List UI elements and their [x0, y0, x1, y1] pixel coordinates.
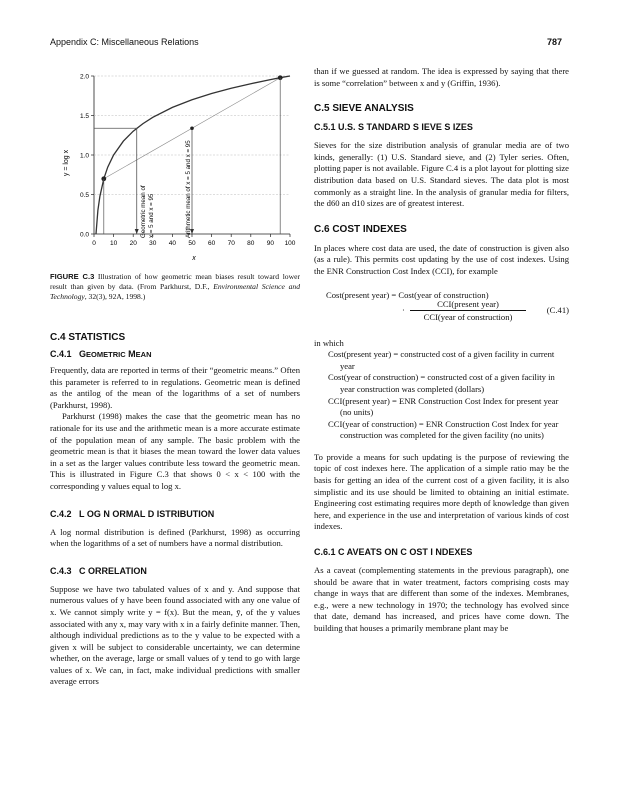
figure-caption: FIGURE C.3 Illustration of how geometric mean biases result toward lower result than given by data. (From Parkhurst, D.F., Environmental Science and Technology, 32(3), 92A, 1998.): [50, 272, 300, 301]
y-tick-label: 0.5: [79, 192, 89, 199]
equation-number: (C.41): [546, 304, 569, 315]
x-tick-label: 80: [247, 240, 255, 247]
arithmetic-mean-annotation: Arithmetic mean of x = 5 and x = 95: [185, 140, 192, 238]
y-tick-label: 2.0: [79, 73, 89, 81]
figure-c3-chart: [50, 60, 300, 260]
paragraph-log-normal: A log normal distribution is defined (Parkhurst, 1998) as occurring when the logarithms of a set of numbers have a normal distribution.: [50, 526, 300, 549]
section-c51-heading: C.5.1 U.S. S TANDARD S IEVE S IZES: [314, 122, 473, 133]
paragraph-cost-indexes-intro: In places where cost data are used, the date of construction is given also (as a rule). This permits cost updating by the use of cost indexes. Using the ENR Construction Cost Index (CCI), for example: [314, 242, 569, 276]
y-tick-label: 1.0: [79, 152, 89, 160]
section-c42-heading: C.4.2 L OG N ORMAL D ISTRIBUTION: [50, 508, 215, 519]
x-tick-label: 100: [284, 240, 296, 247]
x-tick-label: 30: [149, 240, 157, 247]
chart-marks: [94, 75, 290, 234]
running-header: Appendix C: Miscellaneous Relations: [50, 37, 199, 47]
section-c5-heading: C.5 SIEVE ANALYSIS: [314, 103, 414, 115]
paragraph-correlation-cont: than if we guessed at random. The idea is expressed by saying that there is some “correlation” between x and y (Griffin, 1936).: [314, 66, 569, 88]
y-axis-label: y = log x: [63, 149, 70, 177]
y-tick-label: 1.5: [79, 113, 89, 120]
section-c41-heading: C.4.1 GEOMETRIC MEAN: [50, 349, 152, 359]
geometric-mean-annotation-2: x = 5 and x = 95: [148, 193, 155, 238]
paragraph-sieve-sizes: Sieves for the size distribution analysis of granular media are of two kinds, generally: (1) U.S. Standard sieve, and (2) Tyler series. Often, plotting paper is not available. Figure C.4 is a plot layout for plotting size distribution data based on U.S. Standard sieves. The data plot is most commonly as a straight line. In the analysis of granular media for filters, the d60 an d10 sizes are of greatest interest.: [314, 140, 569, 209]
x-tick-label: 20: [129, 240, 137, 247]
x-tick-label: 60: [207, 240, 216, 247]
left-column: [50, 60, 300, 688]
section-c61-heading: C.6.1 C AVEATS ON C OST I NDEXES: [314, 547, 473, 558]
paragraph-caveats: As a caveat (complementing statements in the previous paragraph), one should be aware that in water treatment, factors comprising costs may change in ways that are different than some of the indexes. Membranes, e.g., were a new technology in 1970; the technology has evolved since that date, demand has increased, and prices have come down. The building that houses a primarily membrane plant may be: [314, 565, 569, 633]
x-tick-label: 90: [266, 240, 275, 247]
section-c4-heading: C.4 STATISTICS: [50, 332, 126, 343]
x-tick-label: 10: [109, 240, 118, 247]
paragraph-geometric-mean-2: Parkhurst (1998) makes the case that the geometric mean has no rationale for its use and the arithmetic mean is a more accurate estimate of the population mean of any sample. The basic problem with the geometric mean is that it biases the mean toward the lower data values in a set as the larger values contribute less toward the geometric mean. This is illustrated in Figure C.3 that shows 0 < x < 100 with the corresponding y values equal to log x.: [50, 411, 300, 491]
figure-caption-label: FIGURE C.3: [50, 272, 95, 281]
y-tick-label: 0.0: [79, 231, 89, 239]
section-c6-heading: C.6 COST INDEXES: [314, 223, 407, 235]
x-tick-label: 70: [227, 240, 235, 247]
x-axis-label: x: [192, 255, 196, 260]
x-tick-label: 0: [92, 240, 96, 247]
paragraph-cost-indexes-purpose: To provide a means for such updating is the purpose of reviewing the topic of cost indexes here. The application of a simple ratio may be the basis for getting an idea of the current cost of a given facility, it is also simplistic and its use should be limited to obtaining an initial estimate. Engineering cost estimating requires more depth of knowledge than given here, and experience in the use and interpretation of various kinds of cost indexes.: [314, 451, 569, 532]
definition-cci-construction: CCI(year of construction) = ENR Construction Cost Index for year construction was completed for the given facility (no units): [328, 418, 559, 441]
definition-cost-present: Cost(present year) = constructed cost of a given facility in current year: [328, 349, 555, 371]
section-c43-heading: C.4.3 C ORRELATION: [50, 565, 147, 576]
paragraph-geometric-mean-1: Frequently, data are reported in terms of their “geometric means.” Often this parameter is referred to in regulations. Geometric mean is defined as the antilog of the mean of the logarithms of a set of numbers (Parkhurst, 1998).: [50, 365, 300, 410]
definition-cci-present: CCI(present year) = ENR Construction Cost Index for present year (no units): [328, 395, 559, 418]
arithmetic-mean-point: [190, 126, 194, 130]
page-number: 787: [547, 37, 563, 47]
definition-cost-construction: Cost(year of construction) = constructed cost of a given facility in year construction was completed (dollars): [328, 372, 555, 394]
paragraph-correlation: Suppose we have two tabulated values of x and y. And suppose that numerous values of y have been found associated with any one value of x. We cannot simply write y = f(x). But the mean, ȳ, of the y values associated with any x, may vary with x in a fairly definite manner. Then, although individual predictions as to the y value to be expected with a given x will be subject to considerable uncertainty, we can determine whether, on the average, large or small values of y tend to go with large values of x. We can, in fact, make individual predictions with smaller average errors: [50, 583, 300, 687]
equation-c41: Cost(present year) = Cost(year of construction) · CCI(present year) CCI(year of construction) (C.41): [326, 289, 569, 322]
right-column: [314, 66, 569, 635]
geometric-mean-arrow: [135, 229, 139, 234]
x-tick-label: 40: [168, 240, 177, 247]
x-tick-label: 50: [188, 240, 196, 247]
in-which: in which: [314, 337, 344, 348]
geometric-mean-annotation-1: Geometric mean of: [140, 185, 147, 238]
